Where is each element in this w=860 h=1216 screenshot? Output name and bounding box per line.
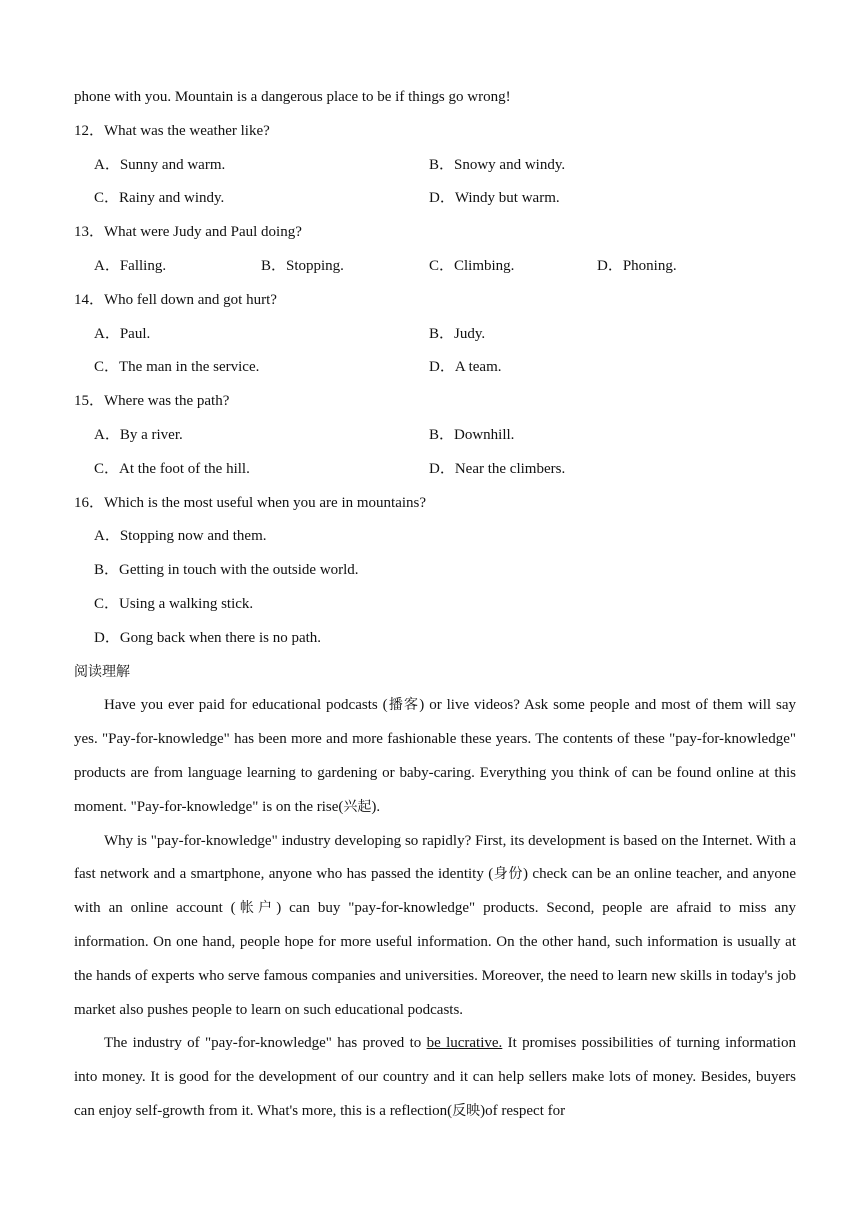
options-row (74, 554, 796, 588)
paragraph-text: Have you ever paid for educational podcasts ( (104, 697, 388, 714)
option-d: D．Gong back when there is no path. (94, 629, 322, 646)
passage-paragraph-3 (74, 1027, 796, 1128)
options-row (74, 351, 796, 385)
paragraph-text: ) or live videos? Ask some people and most of them will say yes. "Pay-for-knowledge" has been more and more fashionable these years. The contents of these "pay-for-knowledge" products are from language learning to gardening or baby-caring. Everything you think of can be found online at this moment. "Pay-for-knowledge" is on the rise( (74, 697, 796, 815)
passage-paragraph-2 (74, 825, 796, 1028)
options-row (74, 318, 796, 352)
paragraph-text: )of respect for (480, 1102, 566, 1119)
intro-tail: phone with you. Mountain is a dangerous place to be if things go wrong! (74, 89, 511, 105)
question-text: Which is the most useful when you are in mountains? (104, 494, 427, 511)
paragraph-text: ) check can be an online teacher, and anyone with an online account ( (74, 866, 796, 917)
question-text: Where was the path? (104, 393, 230, 410)
option-b: B．Getting in touch with the outside world. (94, 562, 359, 579)
paragraph-text: ) can buy "pay-for-knowledge" products. Second, people are afraid to miss any information. On one hand, people hope for more useful information. On the other hand, such information is usually at the hands of experts who serve famous companies and universities. Moreover, the need to learn new skills in today's job market also pushes people to learn on such educational podcasts. (74, 900, 796, 1018)
option-a: A．Paul. (94, 325, 151, 342)
gloss: 身份 (493, 866, 524, 883)
underlined-phrase: be lucrative. (426, 1035, 503, 1052)
option-a: A．Sunny and warm. (94, 156, 226, 173)
gloss: 反映 (452, 1102, 481, 1119)
options-row (74, 622, 796, 656)
option-c: C．Climbing. (429, 257, 515, 274)
option-d: D．Windy but warm. (429, 190, 560, 207)
section-title: 阅读理解 (74, 663, 130, 680)
question-text: Who fell down and got hurt? (104, 291, 277, 308)
option-c: C．At the foot of the hill. (94, 460, 250, 477)
option-c: C．Rainy and windy. (94, 190, 225, 207)
passage-paragraph-1 (74, 689, 796, 824)
question-number: 12． (74, 122, 105, 139)
paragraph-text: ). (371, 798, 381, 815)
gloss: 帐户 (235, 900, 277, 917)
option-d: D．Near the climbers. (429, 460, 566, 477)
options-row (74, 588, 796, 622)
options-row (74, 419, 796, 453)
question-number: 16． (74, 494, 105, 511)
option-a: A．Falling. (94, 257, 167, 274)
question-number: 13． (74, 224, 105, 241)
question-16 (74, 487, 796, 521)
options-row (74, 520, 796, 554)
question-number: 14． (74, 291, 105, 308)
question-12 (74, 115, 796, 149)
options-row (74, 453, 796, 487)
option-b: B．Downhill. (429, 426, 515, 443)
options-row (74, 149, 796, 183)
option-b: B．Judy. (429, 325, 486, 342)
option-b: B．Stopping. (261, 257, 344, 274)
options-row (74, 250, 796, 284)
option-d: D．A team. (429, 359, 502, 376)
question-text: What were Judy and Paul doing? (104, 224, 302, 241)
option-a: A．By a river. (94, 426, 183, 443)
question-number: 15． (74, 393, 105, 410)
option-a: A．Stopping now and them. (94, 528, 267, 545)
option-c: C．The man in the service. (94, 359, 260, 376)
option-d: D．Phoning. (597, 257, 677, 274)
paragraph-text: The industry of "pay-for-knowledge" has proved to (104, 1035, 427, 1052)
paragraph-text: It promises possibilities of turning information into money. It is good for the development of our country and it can help sellers make lots of money. Besides, buyers can enjoy self-growth from it. What's more, this is a reflection( (74, 1035, 796, 1119)
question-13 (74, 216, 796, 250)
paragraph-text: Why is "pay-for-knowledge" industry developing so rapidly? First, its development is based on the Internet. With a fast network and a smartphone, anyone who has passed the identity ( (74, 832, 796, 883)
gloss: 兴起 (343, 798, 372, 815)
option-c: C．Using a walking stick. (94, 595, 254, 612)
question-text: What was the weather like? (104, 122, 270, 139)
option-b: B．Snowy and windy. (429, 156, 566, 173)
document-page (74, 81, 796, 1129)
question-14 (74, 284, 796, 318)
options-row (74, 182, 796, 216)
gloss: 播客 (387, 697, 420, 714)
question-15 (74, 385, 796, 419)
